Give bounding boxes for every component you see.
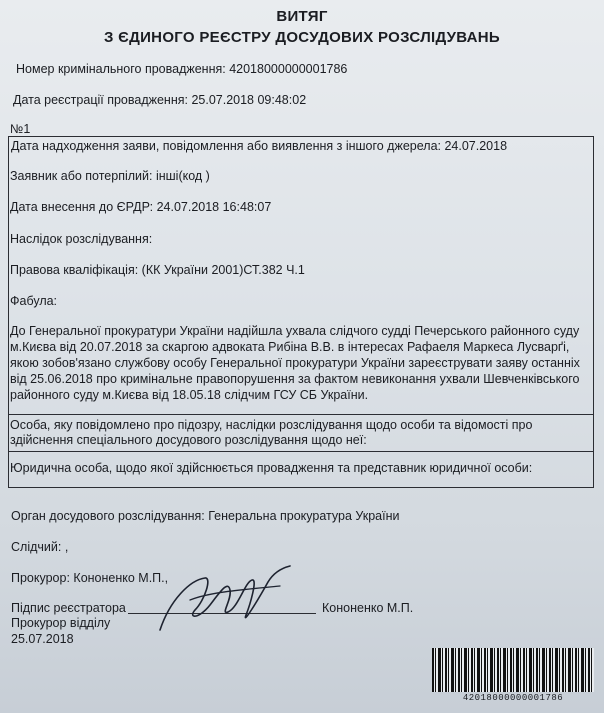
fabula-label: Фабула: xyxy=(10,294,58,308)
barcode xyxy=(432,648,594,692)
document-subtitle: З ЄДИНОГО РЕЄСТРУ ДОСУДОВИХ РОЗСЛІДУВАНЬ xyxy=(103,29,501,46)
receipt-date: Дата надходження заяви, повідомлення або виявлення з іншого джерела: 24.07.2018 xyxy=(11,139,508,153)
registrar-name: Кононенко М.П. xyxy=(322,601,414,615)
fabula-line: До Генеральної прокуратури України надійшла ухвала слідчого судді Печерського районного суду xyxy=(10,324,580,338)
fabula-line: від 25.06.2018 про кримінальне правопорушення за фактом невиконання ухвали Шевченківського xyxy=(10,372,580,386)
investigation-body: Орган досудового розслідування: Генеральна прокуратура України xyxy=(11,509,400,523)
registrar-signature-label: Підпис реєстратора xyxy=(11,601,126,615)
applicant: Заявник або потерпілий: інші(код ) xyxy=(10,169,210,183)
fabula-line: районного суду м.Києва від 18.05.18 слідчим ГСУ СБ України. xyxy=(10,388,369,402)
section-divider xyxy=(8,414,594,415)
item-number: №1 xyxy=(10,122,31,136)
barcode-number: 42018000000001786 xyxy=(462,693,564,703)
suspect-info-line: здійснення спеціального досудового розслідування щодо неї: xyxy=(10,433,367,447)
section-divider xyxy=(8,451,594,452)
suspect-info-line: Особа, яку повідомлено про підозру, наслідки розслідування щодо особи та відомості про xyxy=(10,418,533,432)
sign-date: 25.07.2018 xyxy=(11,632,74,646)
handwritten-signature xyxy=(150,560,310,638)
fabula-line: якою зобов'язано службову особу Генеральної прокуратури України зареєструвати заяву останніх xyxy=(10,356,580,370)
legal-entity: Юридична особа, щодо якої здійснюється провадження та представник юридичної особи: xyxy=(10,461,533,475)
registration-date: Дата реєстрації провадження: 25.07.2018 09:48:02 xyxy=(13,93,307,107)
fabula-line: м.Києва від 20.07.2018 за скаргою адвоката Рибіна В.В. в інтересах Рафаеля Маркеса Лусварґі, xyxy=(10,340,570,354)
department-prosecutor: Прокурор відділу xyxy=(11,616,111,630)
prosecutor: Прокурор: Кононенко М.П., xyxy=(11,571,169,585)
proceeding-number: Номер кримінального провадження: 42018000000001786 xyxy=(16,62,348,76)
investigator: Слідчий: , xyxy=(11,540,69,554)
legal-qualification: Правова кваліфікація: (КК України 2001)СТ.382 Ч.1 xyxy=(10,263,305,277)
investigation-result: Наслідок розслідування: xyxy=(10,232,153,246)
erdr-entry-date: Дата внесення до ЄРДР: 24.07.2018 16:48:07 xyxy=(10,200,272,214)
document-title: ВИТЯГ xyxy=(276,8,328,25)
